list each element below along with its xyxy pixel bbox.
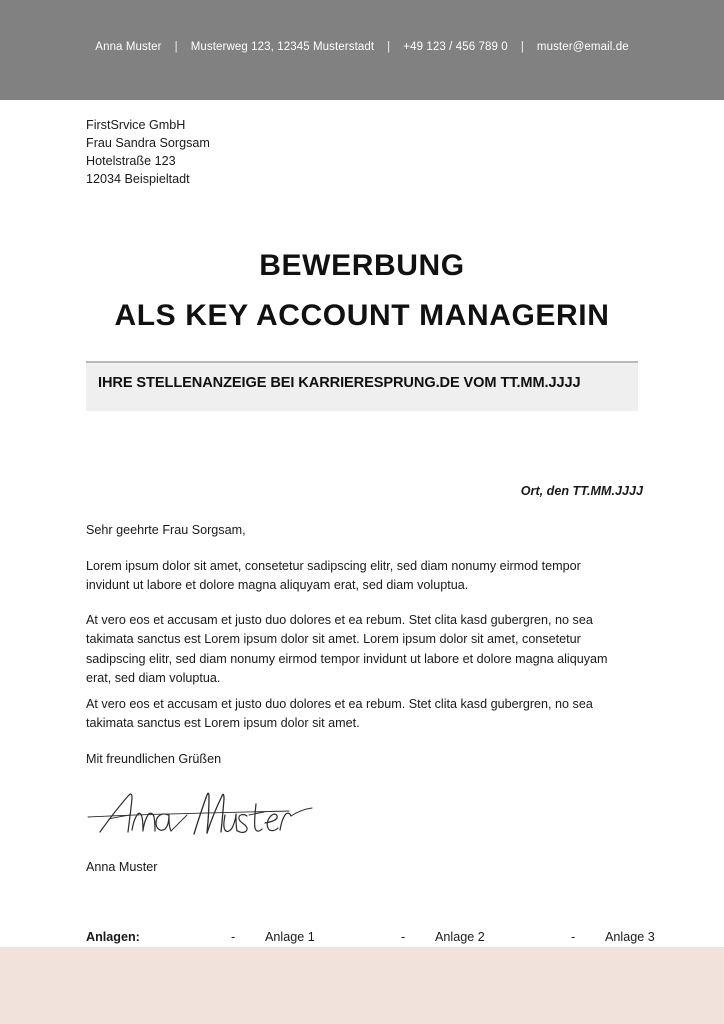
recipient-company: FirstSrvice GmbH	[86, 118, 186, 132]
header-band	[0, 0, 724, 100]
page-title	[86, 246, 638, 336]
attachment-dash-2: -	[401, 930, 406, 944]
attachment-dash-3: -	[571, 930, 576, 944]
recipient-contact-person: Frau Sandra Sorgsam	[86, 136, 210, 150]
header-email: muster@email.de	[536, 41, 629, 53]
body-paragraph-2: At vero eos et accusam et justo duo dolores et ea rebum. Stet clita kasd gubergren, no sea takimata sanctus est Lorem ipsum dolor sit amet. Lorem ipsum dolor sit amet, consetetur sadipscing elitr, sed diam nonumy eirmod tempor invidunt ut labore et dolore magna aliquyam erat, sed diam voluptua.	[86, 613, 608, 686]
header-name: Anna Muster	[95, 41, 162, 53]
header-separator-3: |	[520, 41, 524, 53]
attachments-label: Anlagen:	[86, 930, 140, 944]
attachment-item-2: Anlage 2	[435, 930, 485, 944]
title-line-secondary: ALS KEY ACCOUNT MANAGERIN	[114, 299, 610, 332]
body-paragraph-3: At vero eos et accusam et justo duo dolores et ea rebum. Stet clita kasd gubergren, no sea takimata sanctus est Lorem ipsum dolor sit amet.	[86, 697, 593, 731]
footer-band	[0, 947, 724, 1024]
header-contact-line	[0, 41, 724, 53]
header-address: Musterweg 123, 12345 Musterstadt	[190, 41, 375, 53]
subject-text: IHRE STELLENANZEIGE BEI KARRIERESPRUNG.DE VOM TT.MM.JJJJ	[98, 375, 581, 391]
closing-salutation: Mit freundlichen Grüßen	[86, 752, 222, 766]
handwritten-signature-icon	[84, 782, 324, 844]
attachment-item-3: Anlage 3	[605, 930, 655, 944]
recipient-street: Hotelstraße 123	[86, 154, 176, 168]
body-paragraph-1: Lorem ipsum dolor sit amet, consetetur sadipscing elitr, sed diam nonumy eirmod tempor invidunt ut labore et dolore magna aliquyam erat, sed diam voluptua.	[86, 559, 581, 593]
signer-name: Anna Muster	[86, 860, 158, 874]
recipient-address-block	[86, 116, 210, 188]
header-phone: +49 123 / 456 789 0	[403, 41, 508, 53]
attachment-item-1: Anlage 1	[265, 930, 315, 944]
header-separator-1: |	[174, 41, 178, 53]
title-line-primary: BEWERBUNG	[259, 249, 465, 282]
salutation: Sehr geehrte Frau Sorgsam,	[86, 523, 246, 537]
header-separator-2: |	[387, 41, 391, 53]
attachments-row	[86, 930, 655, 944]
recipient-city: 12034 Beispieltadt	[86, 172, 190, 186]
signature-image	[84, 782, 324, 844]
date-line: Ort, den TT.MM.JJJJ	[520, 484, 643, 498]
attachment-dash-1: -	[231, 930, 236, 944]
